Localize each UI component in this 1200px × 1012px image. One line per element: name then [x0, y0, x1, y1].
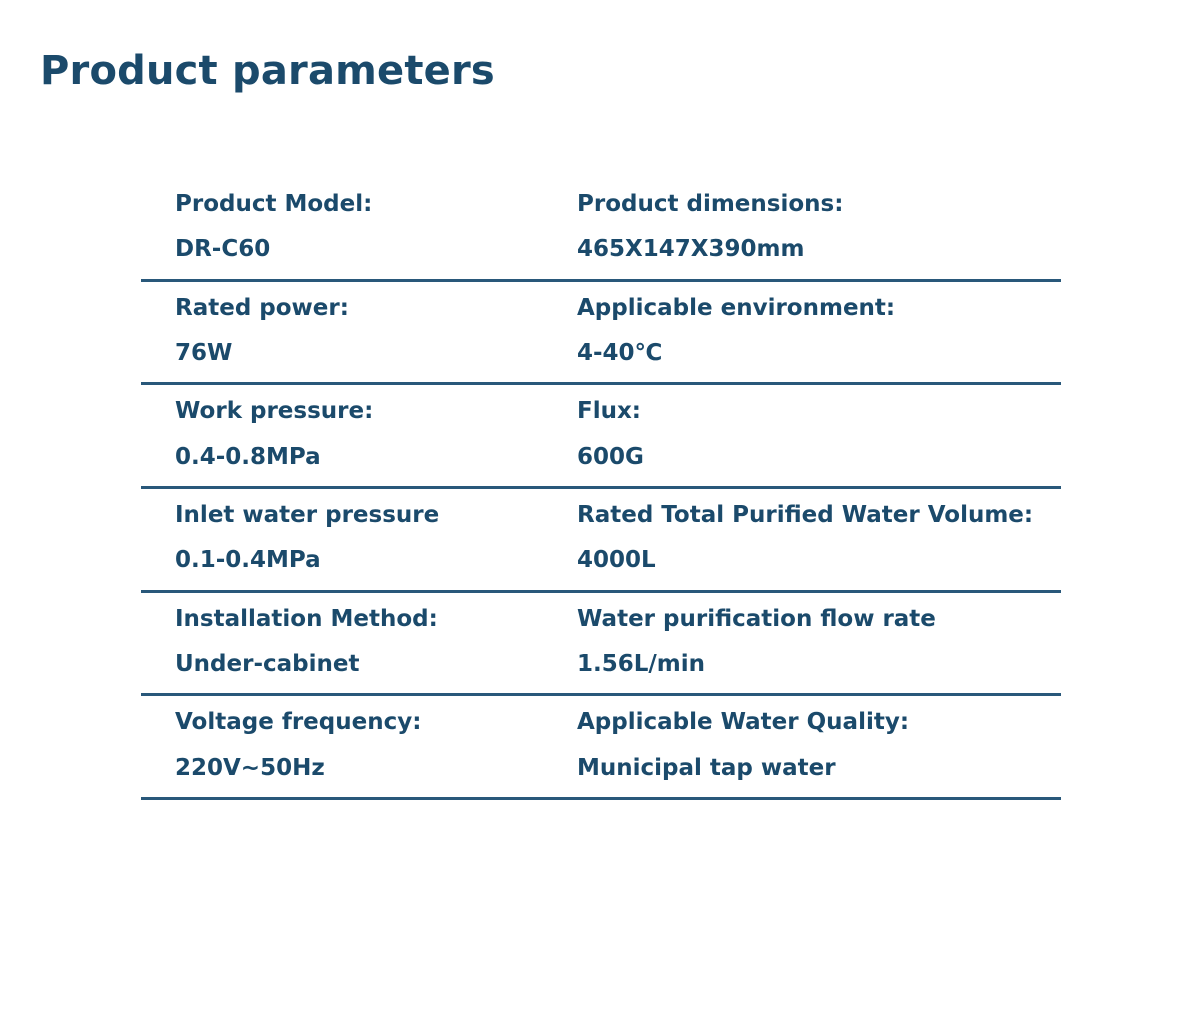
spec-label: Product Model:	[175, 191, 373, 217]
spec-value: 0.4-0.8MPa	[175, 443, 321, 470]
table-row	[141, 489, 1061, 593]
spec-value: 0.1-0.4MPa	[175, 547, 321, 574]
spec-cell-left	[141, 593, 541, 694]
spec-label: Product dimensions:	[577, 191, 844, 217]
spec-cell-right	[541, 593, 1061, 694]
spec-value: 4000L	[577, 547, 656, 574]
spec-cell-left	[141, 696, 541, 797]
spec-label: Applicable Water Quality:	[577, 709, 910, 736]
spec-cell-right	[541, 178, 1061, 279]
table-row	[141, 178, 1061, 282]
spec-value: 4-40℃	[577, 340, 663, 367]
spec-label: Installation Method:	[175, 605, 438, 632]
table-row	[141, 696, 1061, 800]
spec-cell-left	[141, 178, 541, 279]
spec-label: Water purification flow rate	[577, 605, 936, 632]
table-row	[141, 593, 1061, 697]
spec-value: Under-cabinet	[175, 651, 360, 678]
spec-label: Work pressure:	[175, 398, 374, 425]
spec-label: Rated Total Purified Water Volume:	[577, 502, 1034, 529]
spec-label: Inlet water pressure	[175, 502, 440, 529]
spec-cell-left	[141, 385, 541, 486]
spec-cell-right	[541, 385, 1061, 486]
spec-value: 76W	[175, 340, 233, 367]
spec-label: Voltage frequency:	[175, 709, 422, 736]
table-row	[141, 282, 1061, 386]
spec-value: Municipal tap water	[577, 754, 836, 781]
spec-value: 220V~50Hz	[175, 754, 325, 781]
spec-label: Applicable environment:	[577, 294, 896, 321]
spec-value: 465X147X390mm	[577, 236, 805, 263]
spec-value: 600G	[577, 443, 644, 470]
spec-value: DR-C60	[175, 236, 271, 263]
spec-cell-left	[141, 489, 541, 590]
table-row	[141, 385, 1061, 489]
spec-value: 1.56L/min	[577, 651, 706, 678]
specifications-table	[141, 178, 1061, 800]
spec-cell-right	[541, 282, 1061, 383]
page-title: Product parameters	[40, 48, 495, 94]
spec-cell-right	[541, 696, 1061, 797]
spec-cell-right	[541, 489, 1061, 590]
spec-cell-left	[141, 282, 541, 383]
spec-label: Flux:	[577, 398, 642, 425]
spec-label: Rated power:	[175, 294, 349, 321]
